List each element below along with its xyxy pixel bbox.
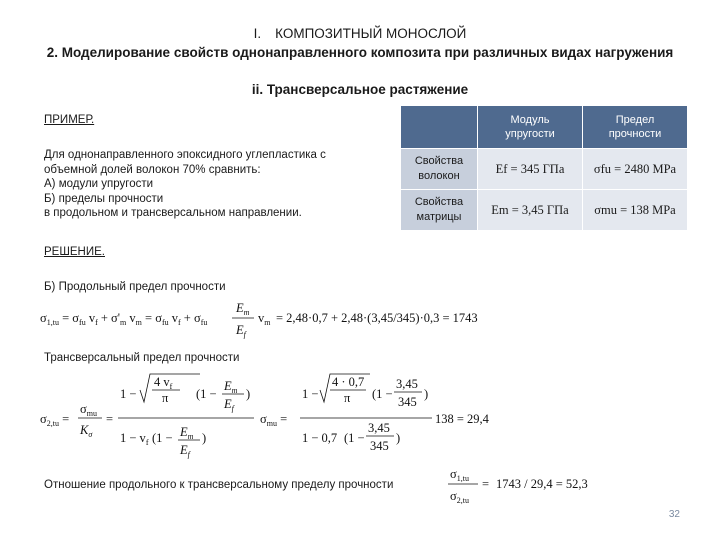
- fiber-strength: σfu = 2480 MPa: [583, 149, 688, 190]
- svg-text:1 −: 1 −: [120, 387, 137, 401]
- heading-text: КОМПОЗИТНЫЙ МОНОСЛОЙ: [275, 26, 467, 41]
- svg-text:): ): [396, 431, 401, 445]
- table-row: [401, 190, 688, 231]
- svg-text:Ef: $E_f$: [236, 323, 246, 339]
- matrix-strength: σmu = 138 MPa: [583, 190, 688, 231]
- row-label-matrix: Свойства матрицы: [401, 190, 478, 231]
- column-strength-header: Предел прочности: [583, 106, 688, 149]
- svg-text:Ef: $E_f$: [224, 397, 234, 413]
- svg-text:σ2,tu =: $\sigma_{2,tu}$ =: [40, 412, 70, 428]
- svg-text:(1 −: (1 −: [372, 387, 393, 401]
- longitudinal-formula: [40, 296, 480, 338]
- svg-text:Ef: $E_f$: [180, 443, 190, 459]
- svg-text:π: π: [344, 391, 351, 405]
- svg-text:345: 345: [398, 395, 417, 409]
- svg-text:σ1,tu: $\sigma_{1,tu}$: [450, 467, 469, 483]
- section-title: ii. Трансверсальное растяжение: [251, 82, 469, 97]
- svg-text:4 · 0,7: 4 · 0,7: [332, 375, 365, 389]
- svg-text:1 − vf: $1 - v_f$: [120, 431, 149, 447]
- ratio-label: Отношение продольного к трансверсальному пределу прочности: [44, 479, 394, 491]
- svg-text:Kσ: $K_\sigma$: [80, 423, 93, 439]
- transverse-formula: [40, 368, 489, 468]
- svg-text:σmu: $\sigma_{mu}$: [80, 402, 97, 418]
- svg-text:σ2,tu: $\sigma_{2,tu}$: [450, 489, 469, 505]
- svg-text:σmu =: $\sigma_{mu}$ =: [260, 412, 288, 428]
- svg-text:(1 −: (1 −: [152, 431, 173, 445]
- transverse-result: 138 = 29,4: [435, 412, 489, 426]
- table-corner: [401, 106, 478, 149]
- svg-text:4 vf: 4 $v_f$: [154, 375, 173, 391]
- longitudinal-title: Б) Продольный предел прочности: [44, 281, 226, 293]
- svg-text:vm: $v_m$: [258, 311, 271, 327]
- ratio-values: 1743 / 29,4 = 52,3: [496, 477, 588, 491]
- svg-text:): ): [202, 431, 207, 445]
- solution-label: РЕШЕНИЕ.: [44, 246, 105, 258]
- properties-table: [400, 105, 688, 231]
- svg-text:345: 345: [370, 439, 389, 453]
- svg-text:Em: $E_m$: [236, 301, 250, 317]
- table-row: [401, 149, 688, 190]
- fiber-modulus: Ef = 345 ГПа: [478, 149, 583, 190]
- svg-text:σ1,tu = σfu vf + σ'm vm = σfu: $\sigma_{1,tu} = \sigma_{fu}$ $v_f + \sigma'_m$ $v_m = \sigma_{fu}$ $v_f + \sigma_{fu}$: [40, 311, 208, 327]
- svg-text:(1 −: (1 −: [344, 431, 365, 445]
- svg-text:Em: $E_m$: [224, 379, 238, 395]
- svg-text:3,45: 3,45: [368, 421, 390, 435]
- column-modulus-header: Модуль упругости: [478, 106, 583, 149]
- svg-text:): ): [424, 387, 429, 401]
- longitudinal-numbers: = 2,48·0,7 + 2,48·(3,45/345)·0,3 = 1743: [276, 311, 478, 325]
- example-label: ПРИМЕР.: [44, 114, 95, 126]
- ratio-formula: [448, 462, 588, 506]
- svg-text:1 −: 1 −: [302, 387, 319, 401]
- svg-text:=: =: [106, 412, 114, 426]
- svg-text:): ): [246, 387, 251, 401]
- subheading: 2. Моделирование свойств однонаправленного композита при различных видах нагружения: [46, 45, 674, 60]
- row-label-fiber: Свойства волокон: [401, 149, 478, 190]
- svg-text:=: =: [482, 477, 490, 491]
- transverse-title: Трансверсальный предел прочности: [44, 352, 240, 364]
- svg-text:π: π: [162, 391, 169, 405]
- main-heading: [0, 26, 720, 41]
- matrix-modulus: Em = 3,45 ГПа: [478, 190, 583, 231]
- page-number: 32: [668, 509, 680, 520]
- svg-text:Em: $E_m$: [180, 425, 194, 441]
- svg-text:3,45: 3,45: [396, 377, 418, 391]
- example-text: Для однонаправленного эпоксидного углепластика с объемной долей волокон 70% сравнить: А) модули упругости Б) пределы прочности в продольном и трансверсальном направлении.: [44, 149, 326, 219]
- svg-text:(1 −: (1 −: [196, 387, 217, 401]
- svg-text:1 − 0,7: 1 − 0,7: [302, 431, 338, 445]
- heading-numeral: I.: [253, 26, 262, 41]
